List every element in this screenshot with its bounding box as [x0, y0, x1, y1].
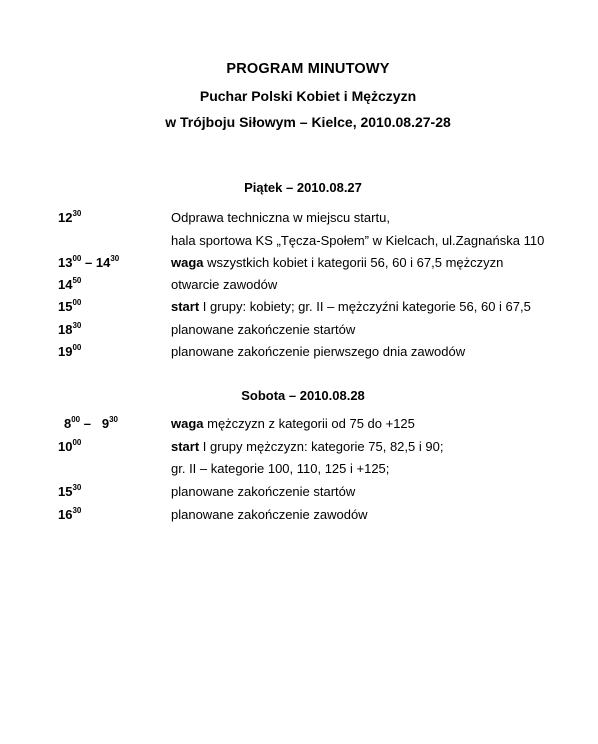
- schedule-row: [0, 416, 598, 436]
- schedule-description: Odprawa techniczna w miejscu startu,: [171, 210, 390, 225]
- schedule-description: start I grupy: kobiety; gr. II – mężczyźni kategorie 56, 60 i 67,5: [171, 299, 531, 314]
- schedule-time: $15^{30}$: [58, 483, 82, 499]
- schedule-row: [0, 322, 598, 342]
- document-subtitle-event: w Trójboju Siłowym – Kielce, 2010.08.27-28: [165, 114, 451, 130]
- schedule-row: [0, 484, 598, 504]
- schedule-time: $8^{00} - 9^{30}$: [64, 415, 118, 431]
- schedule-time: $18^{30}$: [58, 321, 82, 337]
- schedule-row: [0, 507, 598, 527]
- schedule-time: $16^{30}$: [58, 506, 82, 522]
- schedule-description: gr. II – kategorie 100, 110, 125 i +125;: [171, 461, 390, 476]
- schedule-description: hala sportowa KS „Tęcza-Społem” w Kielcach, ul.Zagnańska 110: [171, 233, 545, 248]
- schedule-row: [0, 344, 598, 364]
- schedule-row: [0, 439, 598, 459]
- schedule-row: [0, 299, 598, 319]
- schedule-row: [0, 210, 598, 230]
- schedule-description: start I grupy mężczyzn: kategorie 75, 82,5 i 90;: [171, 439, 444, 454]
- schedule-description: planowane zakończenie startów: [171, 484, 356, 499]
- schedule-row: [0, 277, 598, 297]
- schedule-row: [0, 461, 598, 481]
- schedule-description: waga mężczyzn z kategorii od 75 do +125: [171, 416, 415, 431]
- schedule-time: $12^{30}$: [58, 209, 82, 225]
- schedule-time: $13^{00} - 14^{30}$: [58, 254, 120, 270]
- schedule-description: planowane zakończenie startów: [171, 322, 356, 337]
- schedule-row: [0, 233, 598, 253]
- schedule-time: $10^{00}$: [58, 438, 82, 454]
- day-heading-saturday: Sobota – 2010.08.28: [241, 388, 365, 403]
- document-subtitle: Puchar Polski Kobiet i Mężczyzn: [199, 88, 417, 104]
- day-heading-friday: Piątek – 2010.08.27: [244, 180, 362, 195]
- document-title: PROGRAM MINUTOWY: [226, 61, 390, 77]
- schedule-time: $14^{50}$: [58, 276, 82, 292]
- schedule-description: waga wszystkich kobiet i kategorii 56, 60 i 67,5 mężczyzn: [171, 255, 504, 270]
- schedule-description: planowane zakończenie pierwszego dnia zawodów: [171, 344, 466, 359]
- schedule-row: [0, 255, 598, 275]
- schedule-time: $15^{00}$: [58, 298, 82, 314]
- schedule-description: otwarcie zawodów: [171, 277, 278, 292]
- schedule-description: planowane zakończenie zawodów: [171, 507, 368, 522]
- schedule-time: $19^{00}$: [58, 343, 82, 359]
